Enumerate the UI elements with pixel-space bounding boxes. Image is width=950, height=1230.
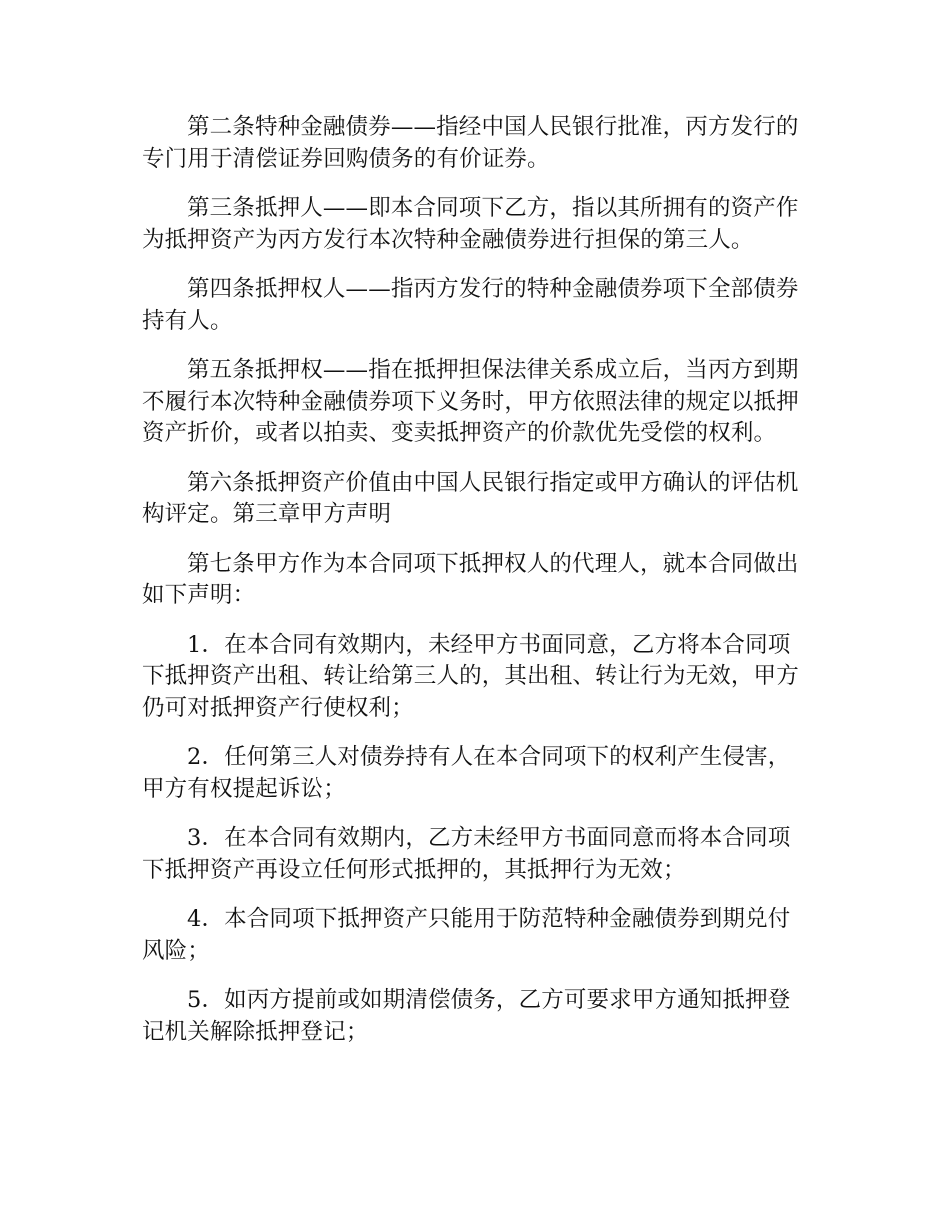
article-5-paragraph: 第五条抵押权——指在抵押担保法律关系成立后，当丙方到期不履行本次特种金融债券项下义务时，甲方依照法律的规定以抵押资产折价，或者以拍卖、变卖抵押资产的价款优先受偿的权利。 bbox=[142, 357, 799, 446]
article-2-paragraph: 第二条特种金融债券——指经中国人民银行批准，丙方发行的专门用于清偿证券回购债务的有价证券。 bbox=[142, 114, 799, 172]
declaration-item-2: 2．任何第三人对债券持有人在本合同项下的权利产生侵害，甲方有权提起诉讼； bbox=[142, 744, 791, 802]
article-4-paragraph: 第四条抵押权人——指丙方发行的特种金融债券项下全部债券持有人。 bbox=[142, 276, 799, 334]
article-6-paragraph: 第六条抵押资产价值由中国人民银行指定或甲方确认的评估机构评定。第三章甲方声明 bbox=[142, 469, 799, 527]
declaration-item-1: 1．在本合同有效期内，未经甲方书面同意，乙方将本合同项下抵押资产出租、转让给第三人的，其出租、转让行为无效，甲方仍可对抵押资产行使权利； bbox=[142, 631, 799, 721]
article-7-paragraph: 第七条甲方作为本合同项下抵押权人的代理人，就本合同做出如下声明： bbox=[142, 550, 799, 608]
article-3-paragraph: 第三条抵押人——即本合同项下乙方，指以其所拥有的资产作为抵押资产为丙方发行本次特种金融债券进行担保的第三人。 bbox=[142, 195, 799, 253]
declaration-item-3: 3．在本合同有效期内，乙方未经甲方书面同意而将本合同项下抵押资产再设立任何形式抵押的，其抵押行为无效； bbox=[142, 825, 791, 883]
declaration-item-5: 5．如丙方提前或如期清偿债务，乙方可要求甲方通知抵押登记机关解除抵押登记； bbox=[142, 987, 791, 1045]
declaration-item-4: 4．本合同项下抵押资产只能用于防范特种金融债券到期兑付风险； bbox=[142, 906, 791, 964]
document-body bbox=[142, 112, 812, 1066]
